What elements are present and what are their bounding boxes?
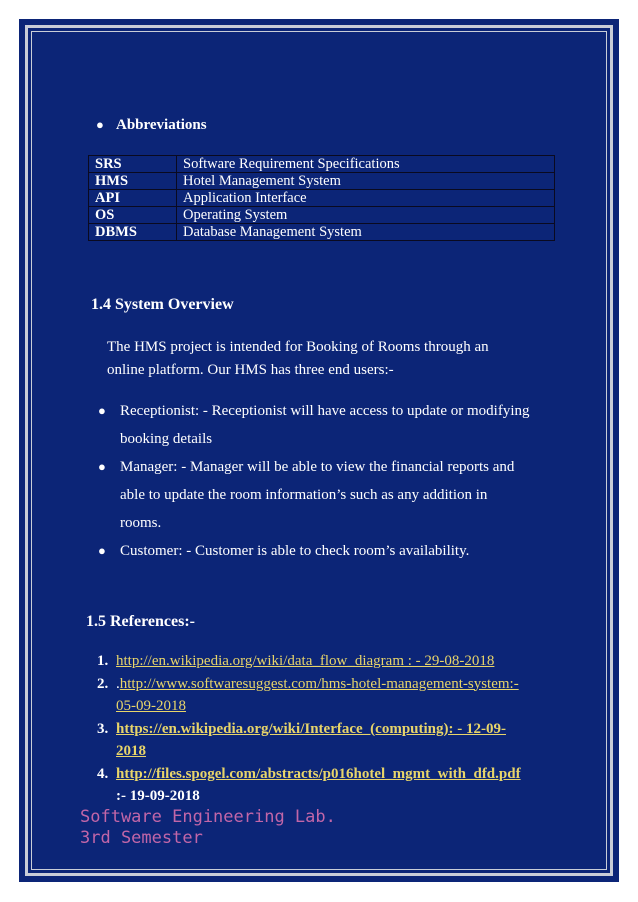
list-item-customer: ● Customer: - Customer is able to check room’s availability. [98,537,568,565]
reference-item: 3. https://en.wikipedia.org/wiki/Interface_(computing): - 12-09- 2018 [97,720,506,759]
reference-link[interactable]: https://en.wikipedia.org/wiki/Interface_(computing): - 12-09- [116,720,506,737]
overview-paragraph [107,336,547,382]
table-row [89,207,555,224]
footer-line: 3rd Semester [80,828,203,848]
reference-item: 4. http://files.spogel.com/abstracts/p016hotel_mgmt_with_dfd.pdf :- 19-09-2018 [97,765,521,804]
paragraph-line: The HMS project is intended for Booking of Rooms through an [107,339,489,355]
reference-link[interactable]: http://www.softwaresuggest.com/hms-hotel-management-system:- [119,675,519,692]
references-list [97,650,567,808]
end-users-list [98,397,568,565]
bullet-icon: ● [98,459,106,474]
reference-link-continued[interactable]: 2018 [116,743,146,759]
abbr-cell: OS [89,207,177,224]
full-form-cell: Hotel Management System [177,173,555,190]
abbr-cell: HMS [89,173,177,190]
paragraph-line: online platform. Our HMS has three end users:- [107,362,394,378]
bullet-icon: ● [98,543,106,558]
abbr-cell: DBMS [89,224,177,241]
references-heading: 1.5 References:- [86,613,195,630]
reference-item: 1. http://en.wikipedia.org/wiki/data_flow_diagram : - 29-08-2018 [97,653,495,669]
reference-link[interactable]: http://en.wikipedia.org/wiki/data_flow_diagram : - 29-08-2018 [116,653,495,669]
abbreviations-heading: ● Abbreviations [96,117,207,133]
list-item-manager: ● Manager: - Manager will be able to view the financial reports and able to update the room information’s such as any addition in rooms. [98,453,568,537]
abbreviations-table [88,155,555,241]
full-form-cell: Application Interface [177,190,555,207]
bullet-icon: ● [98,403,106,418]
reference-link-continued[interactable]: 05-09-2018 [116,698,186,714]
footer-line: Software Engineering Lab. [80,807,336,827]
table-row [89,156,555,173]
abbr-cell: API [89,190,177,207]
bullet-icon: ● [96,117,104,132]
table-row [89,190,555,207]
reference-item: 2. .http://www.softwaresuggest.com/hms-hotel-management-system:- 05-09-2018 [97,675,519,714]
table-row [89,224,555,241]
abbr-cell: SRS [89,156,177,173]
full-form-cell: Database Management System [177,224,555,241]
table-row [89,173,555,190]
page-footer [80,807,336,849]
reference-date: :- 19-09-2018 [116,788,200,804]
reference-link[interactable]: http://files.spogel.com/abstracts/p016hotel_mgmt_with_dfd.pdf [116,765,521,782]
full-form-cell: Software Requirement Specifications [177,156,555,173]
system-overview-heading: 1.4 System Overview [91,296,234,313]
full-form-cell: Operating System [177,207,555,224]
list-item-receptionist: ● Receptionist: - Receptionist will have access to update or modifying booking details [98,397,568,453]
